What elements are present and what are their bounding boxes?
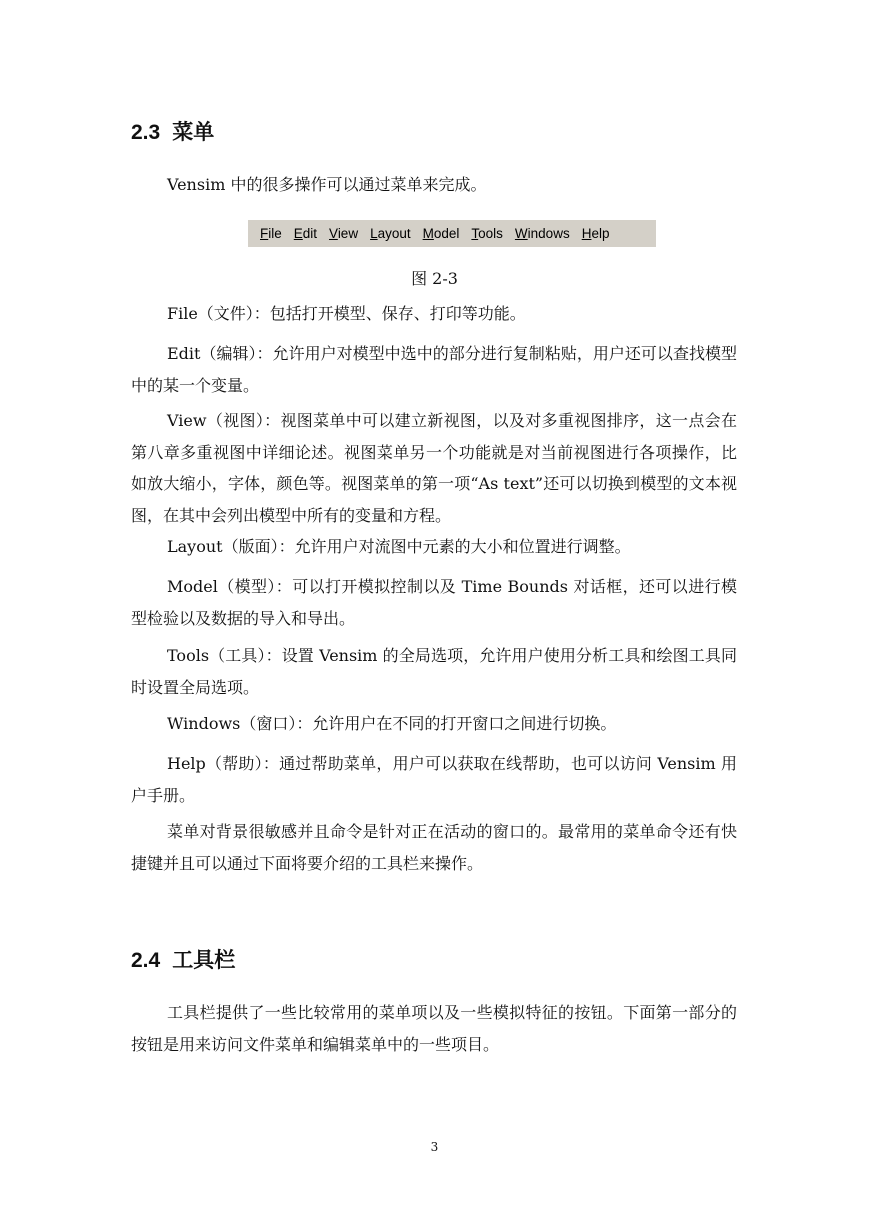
intro-paragraph: Vensim 中的很多操作可以通过菜单来完成。 (167, 175, 487, 194)
menu-item-tools[interactable] (471, 226, 503, 241)
menu-accelerator: M (422, 226, 434, 241)
menu-item-model[interactable] (423, 226, 460, 241)
paragraph-toolbar-intro: 工具栏提供了一些比较常用的菜单项以及一些模拟特征的按钮。下面第一部分的按钮是用来访问文件菜单和编辑菜单中的一些项目。 (131, 1003, 737, 1054)
menu-item-windows[interactable] (515, 226, 570, 241)
menu-accelerator: L (370, 226, 378, 241)
section-heading-2-3 (131, 116, 214, 146)
paragraph-windows: Windows（窗口）：允许用户在不同的打开窗口之间进行切换。 (167, 714, 617, 733)
paragraph-view: View（视图）：视图菜单中可以建立新视图，以及对多重视图排序，这一点会在第八章多重视图中详细论述。视图菜单另一个功能就是对当前视图进行各项操作，比如放大缩小，字体，颜色等。视图菜单的第一项“As text”还可以切换到模型的文本视图，在其中会列出模型中所有的变量和方程。 (131, 411, 737, 525)
menu-item-edit[interactable] (294, 226, 317, 241)
menu-accelerator: T (471, 226, 479, 241)
section-heading-2-4 (131, 944, 235, 974)
section-number: 2.3 (131, 121, 161, 144)
section-number: 2.4 (131, 949, 161, 972)
menu-accelerator: F (260, 226, 269, 241)
section-title: 工具栏 (172, 949, 236, 972)
menu-accelerator: H (581, 226, 592, 241)
menu-accelerator: W (514, 226, 528, 241)
paragraph-layout: Layout（版面）：允许用户对流图中元素的大小和位置进行调整。 (167, 537, 631, 556)
vensim-menu-bar (247, 219, 656, 247)
menu-label: elp (591, 226, 610, 241)
figure-caption: 图 2-3 (411, 269, 458, 288)
menu-item-view[interactable] (329, 226, 358, 241)
paragraph-help: Help（帮助）：通过帮助菜单，用户可以获取在线帮助，也可以访问 Vensim 用户手册。 (131, 754, 737, 805)
paragraph-edit: Edit（编辑）：允许用户对模型中选中的部分进行复制粘贴，用户还可以查找模型中的某一个变量。 (131, 344, 737, 395)
page-number: 3 (430, 1140, 439, 1154)
menu-label: dit (302, 226, 318, 241)
menu-label: ayout (377, 226, 411, 241)
section-title: 菜单 (172, 121, 215, 144)
menu-item-file[interactable] (260, 226, 282, 241)
menu-label: iew (337, 226, 359, 241)
paragraph-file: File（文件）：包括打开模型、保存、打印等功能。 (167, 304, 526, 323)
menu-accelerator: V (329, 226, 338, 241)
menu-label: indows (527, 226, 570, 241)
paragraph-model: Model（模型）：可以打开模拟控制以及 Time Bounds 对话框，还可以进行模型检验以及数据的导入和导出。 (131, 577, 737, 628)
paragraph-summary: 菜单对背景很敏感并且命令是针对正在活动的窗口的。最常用的菜单命令还有快捷键并且可以通过下面将要介绍的工具栏来操作。 (131, 822, 737, 873)
menu-item-help[interactable] (582, 226, 610, 241)
menu-accelerator: E (293, 226, 303, 241)
menu-label: ools (478, 226, 503, 241)
menu-item-layout[interactable] (370, 226, 411, 241)
paragraph-tools: Tools（工具）：设置 Vensim 的全局选项，允许用户使用分析工具和绘图工具同时设置全局选项。 (131, 646, 737, 697)
menu-label: ile (268, 226, 282, 241)
menu-label: odel (433, 226, 460, 241)
